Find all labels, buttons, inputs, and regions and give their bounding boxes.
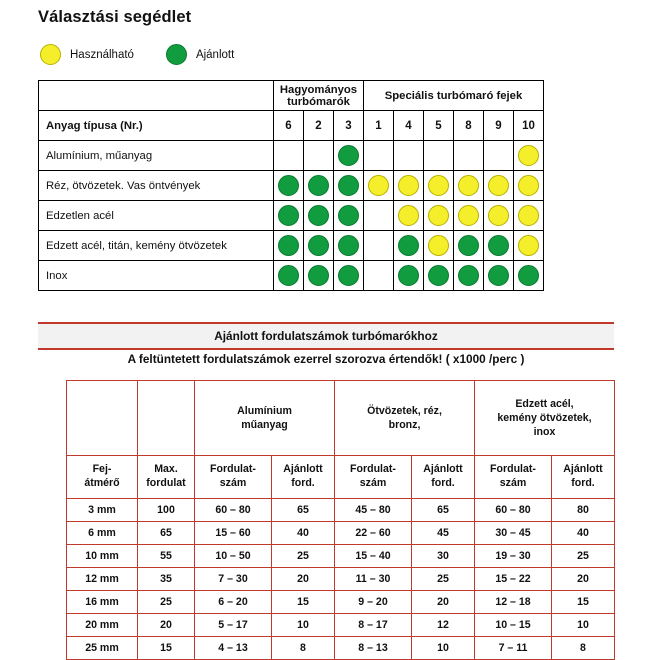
- speed-cell: 45 – 80: [335, 499, 412, 522]
- green-circle-icon: [454, 231, 484, 261]
- legend-item-usable: [40, 44, 134, 65]
- green-circle-icon: [334, 141, 364, 171]
- top-table-column-header: 5: [424, 111, 454, 141]
- speed-cell: 4 – 13: [195, 637, 272, 660]
- green-circle-icon: [394, 261, 424, 291]
- head-diameter-cell: 16 mm: [67, 591, 138, 614]
- empty-cell: [484, 141, 514, 171]
- bottom-table-column-header: Fordulat- szám: [195, 456, 272, 499]
- legend-label-recommended: Ajánlott: [195, 48, 235, 61]
- green-circle-icon: [394, 231, 424, 261]
- speed-cell: 100: [138, 499, 195, 522]
- speed-cell: 22 – 60: [335, 522, 412, 545]
- bottom-table-corner-2: [138, 381, 195, 456]
- empty-cell: [454, 141, 484, 171]
- bottom-table-corner-1: [67, 381, 138, 456]
- material-selection-table: [38, 80, 544, 291]
- speed-cell: 20: [412, 591, 475, 614]
- speed-cell: 45: [412, 522, 475, 545]
- speed-cell: 20: [552, 568, 615, 591]
- yellow-circle-icon: [514, 201, 544, 231]
- material-label: Alumínium, műanyag: [39, 141, 274, 171]
- green-circle-icon: [334, 261, 364, 291]
- head-diameter-cell: 20 mm: [67, 614, 138, 637]
- head-diameter-cell: 10 mm: [67, 545, 138, 568]
- head-diameter-cell: 12 mm: [67, 568, 138, 591]
- bottom-table-column-header: Ajánlott ford.: [412, 456, 475, 499]
- top-table-column-header: 8: [454, 111, 484, 141]
- green-circle-icon: [484, 261, 514, 291]
- bottom-table-column-header: Ajánlott ford.: [272, 456, 335, 499]
- table-row: [67, 522, 615, 545]
- green-circle-icon: [304, 261, 334, 291]
- empty-cell: [424, 141, 454, 171]
- table-row: [67, 545, 615, 568]
- legend-label-usable: Használható: [70, 48, 134, 61]
- speed-cell: 10 – 50: [195, 545, 272, 568]
- speed-cell: 19 – 30: [475, 545, 552, 568]
- green-circle-icon: [514, 261, 544, 291]
- table-row: [67, 499, 615, 522]
- speed-cell: 55: [138, 545, 195, 568]
- bottom-table-column-header: Fordulat- szám: [475, 456, 552, 499]
- head-diameter-cell: 6 mm: [67, 522, 138, 545]
- top-table-group-header: Hagyományos turbómarók: [274, 81, 364, 111]
- speed-cell: 11 – 30: [335, 568, 412, 591]
- speed-cell: 8 – 17: [335, 614, 412, 637]
- top-table-column-header: 1: [364, 111, 394, 141]
- green-circle-icon: [166, 44, 187, 65]
- empty-cell: [274, 141, 304, 171]
- empty-cell: [364, 231, 394, 261]
- bottom-table-group-header: Edzett acél, kemény ötvözetek, inox: [475, 381, 615, 456]
- table-row: [39, 231, 544, 261]
- bottom-table-group-header: Ötvözetek, réz, bronz,: [335, 381, 475, 456]
- speed-cell: 30: [412, 545, 475, 568]
- green-circle-icon: [334, 231, 364, 261]
- green-circle-icon: [274, 171, 304, 201]
- material-label: Edzetlen acél: [39, 201, 274, 231]
- speed-cell: 9 – 20: [335, 591, 412, 614]
- speed-cell: 40: [552, 522, 615, 545]
- green-circle-icon: [274, 261, 304, 291]
- top-table-column-header: 2: [304, 111, 334, 141]
- speed-cell: 60 – 80: [475, 499, 552, 522]
- table-row: [39, 141, 544, 171]
- speed-cell: 7 – 11: [475, 637, 552, 660]
- top-table-column-header: 4: [394, 111, 424, 141]
- speed-cell: 15: [138, 637, 195, 660]
- empty-cell: [394, 141, 424, 171]
- yellow-circle-icon: [424, 171, 454, 201]
- speed-cell: 5 – 17: [195, 614, 272, 637]
- green-circle-icon: [274, 231, 304, 261]
- speed-cell: 30 – 45: [475, 522, 552, 545]
- yellow-circle-icon: [364, 171, 394, 201]
- yellow-circle-icon: [454, 171, 484, 201]
- speed-cell: 7 – 30: [195, 568, 272, 591]
- material-label: Réz, ötvözetek. Vas öntvények: [39, 171, 274, 201]
- empty-cell: [364, 261, 394, 291]
- table-row: [67, 591, 615, 614]
- bottom-table-column-header: Fej- átmérő: [67, 456, 138, 499]
- speed-cell: 6 – 20: [195, 591, 272, 614]
- empty-cell: [364, 141, 394, 171]
- speed-cell: 25: [272, 545, 335, 568]
- material-label: Inox: [39, 261, 274, 291]
- recommended-speeds-table: [66, 380, 615, 660]
- top-table-column-header: 6: [274, 111, 304, 141]
- speed-cell: 25: [552, 545, 615, 568]
- top-table-row-header-label: Anyag típusa (Nr.): [39, 111, 274, 141]
- speed-cell: 12: [412, 614, 475, 637]
- bottom-table-column-header: Max. fordulat: [138, 456, 195, 499]
- green-circle-icon: [334, 171, 364, 201]
- speed-cell: 15 – 40: [335, 545, 412, 568]
- yellow-circle-icon: [484, 201, 514, 231]
- speed-cell: 40: [272, 522, 335, 545]
- speed-cell: 65: [138, 522, 195, 545]
- legend-item-recommended: [166, 44, 234, 65]
- speed-cell: 15: [272, 591, 335, 614]
- green-circle-icon: [454, 261, 484, 291]
- head-diameter-cell: 3 mm: [67, 499, 138, 522]
- table-row: [67, 568, 615, 591]
- speed-cell: 15 – 60: [195, 522, 272, 545]
- yellow-circle-icon: [424, 231, 454, 261]
- green-circle-icon: [304, 201, 334, 231]
- speed-cell: 60 – 80: [195, 499, 272, 522]
- bottom-table-group-header: Alumínium műanyag: [195, 381, 335, 456]
- table-row: [39, 261, 544, 291]
- table-row: [67, 637, 615, 660]
- green-circle-icon: [274, 201, 304, 231]
- speed-cell: 10: [412, 637, 475, 660]
- page-title: Választási segédlet: [38, 8, 192, 26]
- yellow-circle-icon: [40, 44, 61, 65]
- speed-cell: 25: [412, 568, 475, 591]
- bottom-table-column-header: Fordulat- szám: [335, 456, 412, 499]
- yellow-circle-icon: [394, 201, 424, 231]
- yellow-circle-icon: [514, 171, 544, 201]
- speed-cell: 25: [138, 591, 195, 614]
- speed-cell: 20: [138, 614, 195, 637]
- green-circle-icon: [304, 171, 334, 201]
- speed-cell: 15 – 22: [475, 568, 552, 591]
- speed-band-subtitle: A feltüntetett fordulatszámok ezerrel szorozva értendők! ( x1000 /perc ): [127, 352, 525, 366]
- yellow-circle-icon: [424, 201, 454, 231]
- green-circle-icon: [304, 231, 334, 261]
- yellow-circle-icon: [454, 201, 484, 231]
- yellow-circle-icon: [484, 171, 514, 201]
- speed-cell: 10: [272, 614, 335, 637]
- top-table-corner: [39, 81, 274, 111]
- speed-cell: 12 – 18: [475, 591, 552, 614]
- top-table-column-header: 3: [334, 111, 364, 141]
- top-table-column-header: 9: [484, 111, 514, 141]
- speed-cell: 10: [552, 614, 615, 637]
- empty-cell: [304, 141, 334, 171]
- speed-cell: 10 – 15: [475, 614, 552, 637]
- speed-cell: 80: [552, 499, 615, 522]
- empty-cell: [364, 201, 394, 231]
- speed-cell: 65: [412, 499, 475, 522]
- top-table-group-header: Speciális turbómaró fejek: [364, 81, 544, 111]
- speed-cell: 20: [272, 568, 335, 591]
- legend: [40, 44, 266, 65]
- top-table-column-header: 10: [514, 111, 544, 141]
- green-circle-icon: [484, 231, 514, 261]
- yellow-circle-icon: [394, 171, 424, 201]
- table-row: [39, 171, 544, 201]
- yellow-circle-icon: [514, 141, 544, 171]
- speed-band-title: Ajánlott fordulatszámok turbómarókhoz: [38, 322, 614, 350]
- speed-cell: 65: [272, 499, 335, 522]
- speed-cell: 8: [272, 637, 335, 660]
- speed-cell: 35: [138, 568, 195, 591]
- green-circle-icon: [334, 201, 364, 231]
- speed-cell: 15: [552, 591, 615, 614]
- table-row: [39, 201, 544, 231]
- table-row: [67, 614, 615, 637]
- material-label: Edzett acél, titán, kemény ötvözetek: [39, 231, 274, 261]
- bottom-table-column-header: Ajánlott ford.: [552, 456, 615, 499]
- speed-cell: 8: [552, 637, 615, 660]
- speed-cell: 8 – 13: [335, 637, 412, 660]
- yellow-circle-icon: [514, 231, 544, 261]
- green-circle-icon: [424, 261, 454, 291]
- head-diameter-cell: 25 mm: [67, 637, 138, 660]
